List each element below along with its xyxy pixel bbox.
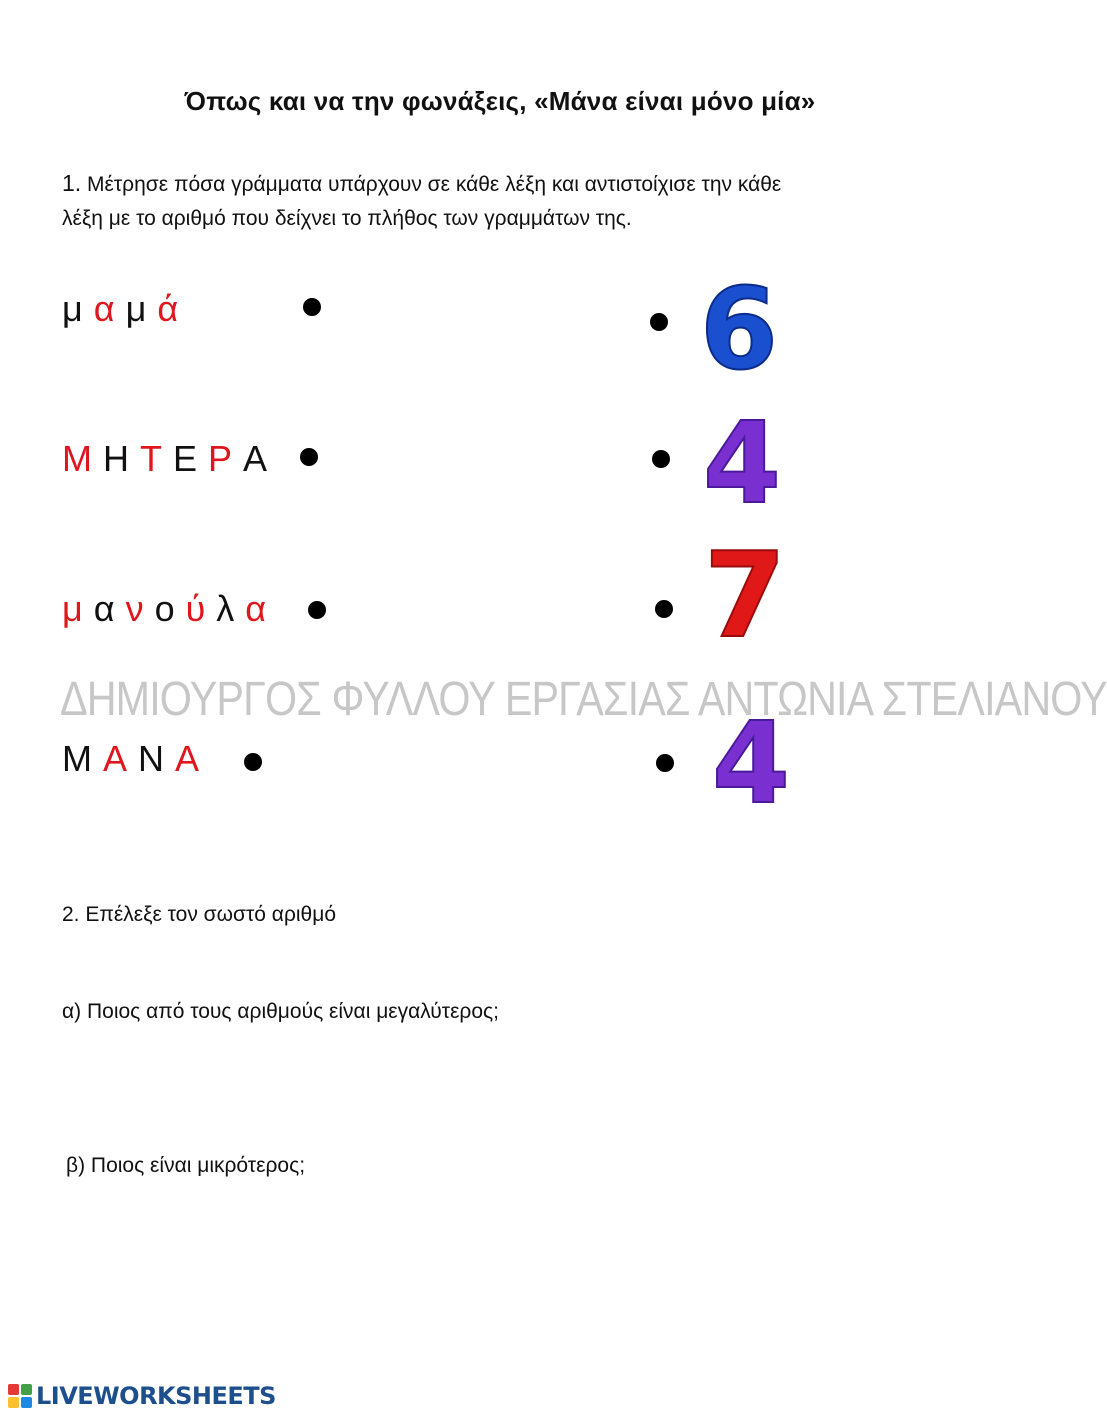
number-six-glyph: 6 — [700, 265, 778, 395]
left-match-dot-2[interactable] — [300, 448, 318, 466]
word-manoula — [62, 588, 266, 630]
word-letter: ν — [125, 588, 144, 629]
number-image-seven — [700, 526, 795, 664]
right-match-dot-2[interactable] — [652, 450, 670, 468]
question-a: α) Ποιος από τους αριθμούς είναι μεγαλύτερος; — [62, 1000, 500, 1023]
exercise-1-text-line-2: λέξη με το αριθμό που δείχνει το πλήθος των γραμμάτων της. — [62, 207, 632, 230]
left-match-dot-3[interactable] — [308, 601, 326, 619]
page-title: Όπως και να την φωνάξεις, «Μάνα είναι μόνο μία» — [184, 86, 816, 116]
right-match-dot-4[interactable] — [656, 754, 674, 772]
logo-text: LIVEWORKSHEETS — [36, 1382, 276, 1410]
number-seven-glyph: 7 — [703, 526, 787, 664]
word-letter: Ν — [138, 738, 165, 779]
word-letter: α — [93, 588, 115, 629]
exercise-2-heading: 2. Επέλεξε τον σωστό αριθμό — [62, 903, 337, 926]
word-letter: Α — [175, 738, 200, 779]
word-letter: Ρ — [208, 438, 233, 479]
number-four-glyph-first: 4 — [703, 399, 781, 529]
left-match-dot-4[interactable] — [244, 753, 262, 771]
watermark: ΔΗΜΙΟΥΡΓΟΣ ΦΥΛΛΟΥ ΕΡΓΑΣΙΑΣ ΑΝΤΩΝΙΑ ΣΤΕΛΙΑΝΟΥ — [60, 673, 1107, 726]
logo-blocks-icon — [8, 1384, 32, 1408]
exercise-1-instructions — [62, 166, 942, 236]
exercise-1-text-line-1: Μέτρησε πόσα γράμματα υπάρχουν σε κάθε λέξη και αντιστοίχισε την κάθε — [87, 173, 782, 196]
word-letter: Τ — [140, 438, 162, 479]
word-letter: Α — [103, 738, 128, 779]
word-letter: μ — [125, 288, 147, 329]
logo-block-1 — [8, 1384, 19, 1395]
right-match-dot-1[interactable] — [650, 313, 668, 331]
word-letter: ά — [157, 288, 179, 329]
logo-block-3 — [8, 1397, 19, 1408]
left-match-dot-1[interactable] — [303, 298, 321, 316]
question-b: β) Ποιος είναι μικρότερος; — [66, 1154, 306, 1177]
number-image-six — [692, 265, 787, 395]
logo-block-4 — [21, 1397, 32, 1408]
right-match-dot-3[interactable] — [655, 600, 673, 618]
word-letter: μ — [62, 288, 83, 329]
word-letter: Η — [103, 438, 129, 479]
liveworksheets-logo[interactable] — [8, 1382, 276, 1410]
word-mana — [62, 738, 199, 780]
word-letter: Μ — [62, 738, 92, 779]
word-letter: Α — [243, 438, 268, 479]
word-letter: α — [93, 288, 115, 329]
number-four-glyph-second: 4 — [712, 699, 790, 829]
word-letter: Μ — [62, 438, 92, 479]
number-image-four-first — [697, 399, 792, 529]
word-letter: μ — [62, 588, 83, 629]
word-mitera — [62, 438, 267, 480]
word-mama — [62, 288, 178, 330]
word-letter: α — [245, 588, 267, 629]
logo-block-2 — [21, 1384, 32, 1395]
word-letter: ύ — [185, 588, 206, 629]
exercise-1-number: 1. — [62, 170, 82, 196]
word-letter: ο — [154, 588, 175, 629]
word-letter: λ — [216, 588, 235, 629]
word-letter: Ε — [173, 438, 198, 479]
